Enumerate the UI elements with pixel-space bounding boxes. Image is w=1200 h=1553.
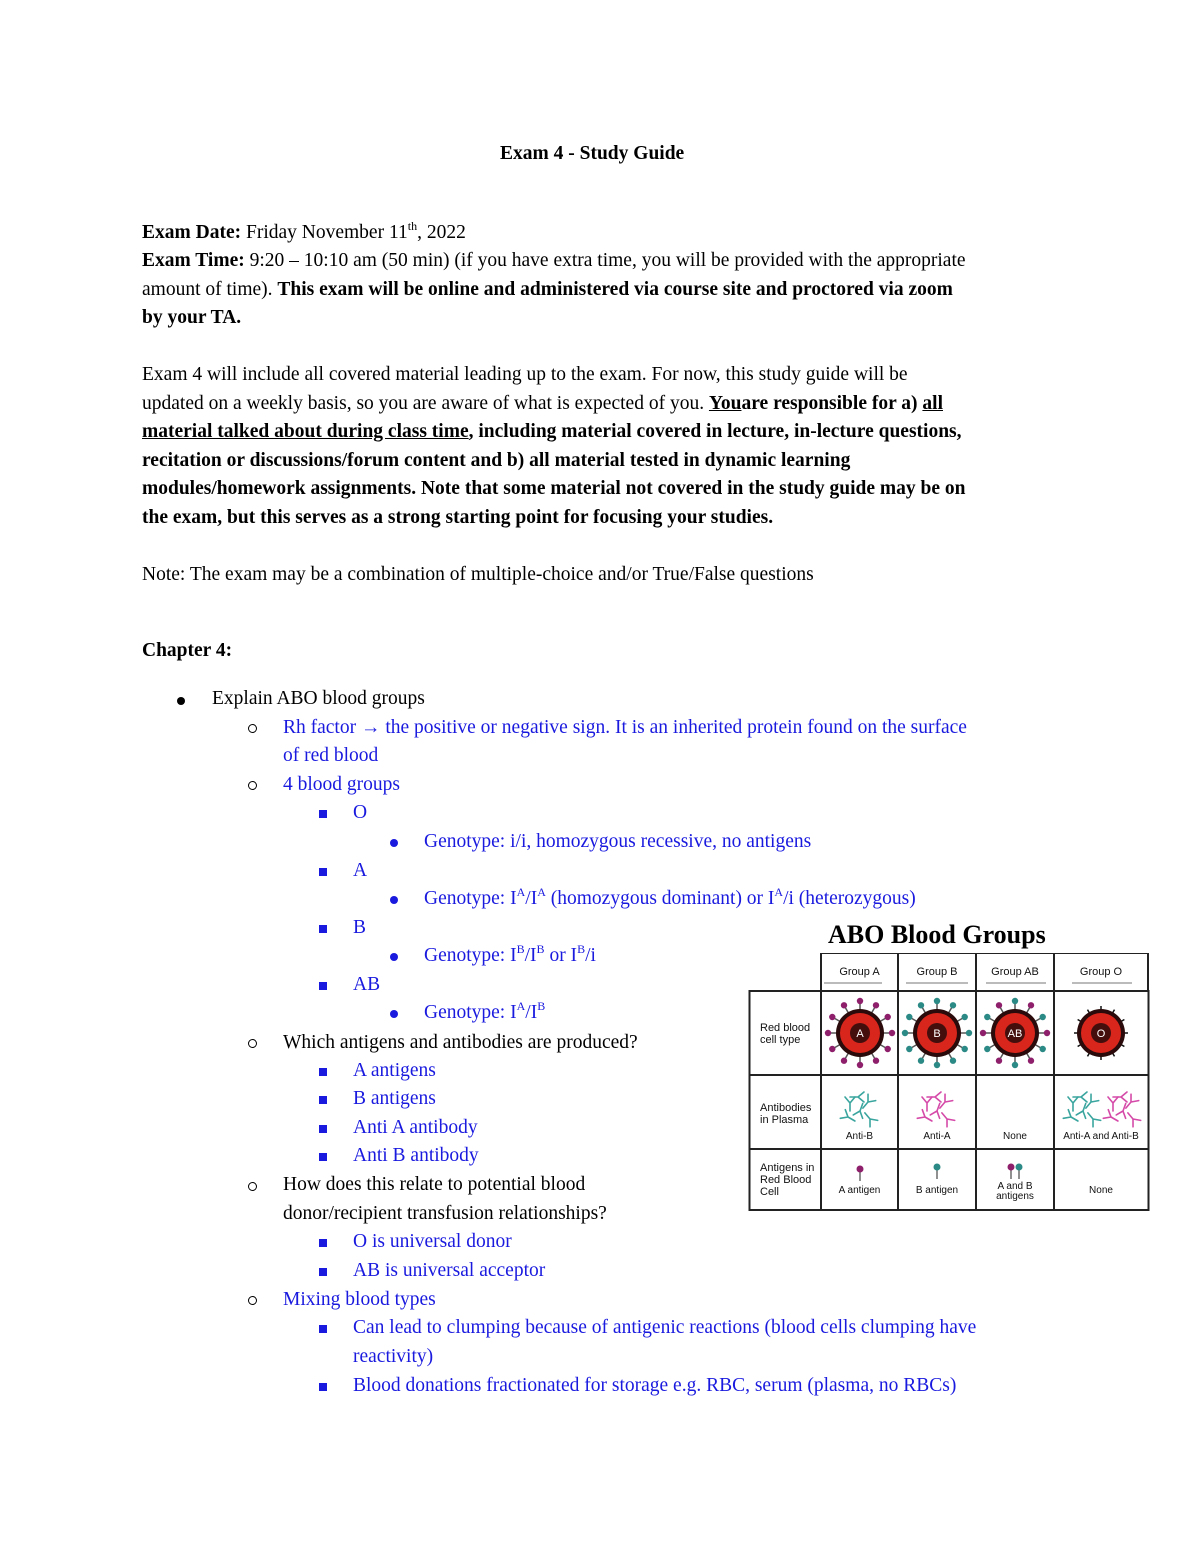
outline-group-o-genotype: Genotype: i/i, homozygous recessive, no antigens xyxy=(424,831,812,852)
bullet-square-icon xyxy=(319,925,327,933)
intro-paragraph-line-5: modules/homework assignments. Note that some material not covered in the study guide may be on xyxy=(142,478,966,499)
bullet-circle-icon xyxy=(248,724,257,733)
antibody-icon xyxy=(861,1110,878,1127)
blood-cell-b-icon xyxy=(902,998,972,1068)
antibody-icon xyxy=(845,1097,855,1111)
outline-relate: How does this relate to potential blood xyxy=(283,1174,586,1195)
exam-time-value-2: amount of time). xyxy=(142,279,273,300)
blood-cell-letter: A xyxy=(856,1028,864,1040)
header-group-o: Group O xyxy=(1079,966,1123,978)
outline-four-groups: 4 blood groups xyxy=(283,774,400,795)
antigen-label-o: None xyxy=(1089,1185,1113,1196)
exam-online-notice: This exam will be online and administered via course site and proctored via zoom xyxy=(277,279,953,300)
outline-mixing: Mixing blood types xyxy=(283,1289,436,1310)
antibody-icon xyxy=(840,1110,857,1126)
outline-anti-b: Anti B antibody xyxy=(353,1145,479,1166)
blood-cell-ab-icon xyxy=(980,998,1050,1068)
antibody-label-b: Anti-A xyxy=(923,1131,951,1142)
outline-o-universal: O is universal donor xyxy=(353,1231,512,1252)
row-label-red-blood-cell: Red blood cell type xyxy=(760,1022,811,1046)
blood-cell-a-icon xyxy=(825,998,895,1068)
outline-group-ab: AB xyxy=(353,974,381,995)
exam-date-year: , 2022 xyxy=(417,222,466,243)
header-group-a: Group A xyxy=(839,966,880,978)
outline-b-antigens: B antigens xyxy=(353,1088,436,1109)
blood-cell-letter: O xyxy=(1096,1028,1106,1040)
antibody-icon xyxy=(1108,1097,1118,1111)
antibody-label-a: Anti-B xyxy=(845,1131,874,1142)
bullet-square-icon xyxy=(319,1383,327,1391)
antibody-icon xyxy=(917,1110,934,1126)
chapter-heading: Chapter 4: xyxy=(142,640,233,661)
antibody-icon xyxy=(1103,1110,1120,1126)
outline-relate-cont: donor/recipient transfusion relationships? xyxy=(283,1203,607,1224)
outline-which-antigens: Which antigens and antibodies are produced? xyxy=(283,1032,638,1053)
bullet-dot-icon xyxy=(390,1010,398,1018)
antibody-icon xyxy=(938,1110,955,1127)
antibody-label-ab: None xyxy=(1003,1131,1027,1142)
intro-paragraph-line-3 xyxy=(142,421,962,443)
intro-responsible: are responsible for a) xyxy=(741,393,918,414)
bullet-square-icon xyxy=(319,1239,327,1247)
bullet-square-icon xyxy=(319,868,327,876)
outline-group-a: A xyxy=(353,860,368,881)
intro-plain: updated on a weekly basis, so you are aware of what is expected of you. xyxy=(142,393,705,414)
outline-ab-universal: AB is universal acceptor xyxy=(353,1260,546,1281)
bullet-square-icon xyxy=(319,1096,327,1104)
antigen-pin-icon xyxy=(1008,1164,1015,1180)
outline-group-a-genotype: Genotype: $I^A/I^A$ (homozygous dominant) or $I^A/i$ (heterozygous) xyxy=(424,885,916,909)
figure-title: ABO Blood Groups xyxy=(828,920,1046,949)
intro-including: , including material covered in lecture, in-lecture questions, xyxy=(468,421,962,442)
outline-anti-a: Anti A antibody xyxy=(353,1117,478,1138)
outline-clumping-cont: reactivity) xyxy=(353,1346,434,1367)
bullet-circle-icon xyxy=(248,1296,257,1305)
outline-group-o: O xyxy=(353,802,368,823)
exam-date-value: Friday November 11 xyxy=(245,222,408,243)
outline-group-b: B xyxy=(353,917,367,938)
intro-class-time: material talked about during class time xyxy=(142,421,469,442)
header-group-ab: Group AB xyxy=(991,966,1039,978)
blood-cell-letter: AB xyxy=(1007,1028,1023,1040)
antigen-label-ab: A and B antigens xyxy=(996,1181,1034,1202)
antigen-pin-icon xyxy=(934,1164,941,1180)
blood-cell-letter: B xyxy=(933,1028,941,1040)
exam-date-suffix: th xyxy=(407,219,418,233)
blood-cell-o-icon xyxy=(1074,1006,1128,1060)
bullet-dot-icon xyxy=(390,839,398,847)
row-label-antibodies: Antibodies in Plasma xyxy=(760,1102,812,1126)
exam-date-line xyxy=(142,219,466,244)
exam-format-note: Note: The exam may be a combination of multiple-choice and/or True/False questions xyxy=(142,564,814,585)
bullet-circle-icon xyxy=(248,781,257,790)
header-group-b: Group B xyxy=(916,966,958,978)
exam-online-notice-2: by your TA. xyxy=(142,307,242,328)
exam-time-value: 9:20 – 10:10 am (50 min) (if you have extra time, you will be provided with the appropriate xyxy=(249,250,966,271)
bullet-dot-icon xyxy=(390,896,398,904)
bullet-square-icon xyxy=(319,1068,327,1076)
intro-all: all xyxy=(922,393,943,414)
exam-time-label: Exam Time: xyxy=(142,250,245,271)
antibody-icon xyxy=(922,1097,932,1111)
intro-paragraph-line-2 xyxy=(142,393,943,415)
antigen-pin-icon xyxy=(1016,1164,1023,1180)
bullet-square-icon xyxy=(319,1268,327,1276)
bullet-square-icon xyxy=(319,1325,327,1333)
outline-donations: Blood donations fractionated for storage e.g. RBC, serum (plasma, no RBCs) xyxy=(353,1375,957,1396)
bullet-dot-icon xyxy=(177,697,185,705)
bullet-dot-icon xyxy=(390,953,398,961)
bullet-square-icon xyxy=(319,982,327,990)
antibody-icon xyxy=(1124,1110,1141,1127)
intro-paragraph-line-4: recitation or discussions/forum content and b) all material tested in dynamic learning xyxy=(142,450,851,471)
page-title: Exam 4 - Study Guide xyxy=(500,143,685,164)
exam-date-label: Exam Date: xyxy=(142,222,242,243)
bullet-square-icon xyxy=(319,1153,327,1161)
outline-abo: Explain ABO blood groups xyxy=(212,688,425,709)
intro-paragraph-line-6: the exam, but this serves as a strong starting point for focusing your studies. xyxy=(142,507,774,528)
outline-rh-factor-cont: of red blood xyxy=(283,745,379,766)
row-label-antigens: Antigens in Red Blood Cell xyxy=(760,1162,815,1198)
antibody-icon xyxy=(1063,1110,1080,1126)
antigen-pin-icon xyxy=(857,1166,864,1182)
intro-paragraph-line-1: Exam 4 will include all covered material leading up to the exam. For now, this study guide will be xyxy=(142,364,908,385)
antibody-icon xyxy=(1084,1110,1101,1127)
outline-group-b-genotype: Genotype: $I^B/I^B$ or $I^B/i$ xyxy=(424,942,596,966)
antigen-label-a: A antigen xyxy=(838,1185,881,1196)
abo-blood-groups-figure xyxy=(748,920,1150,1212)
exam-time-line-2 xyxy=(142,279,953,301)
bullet-square-icon xyxy=(319,810,327,818)
bullet-circle-icon xyxy=(248,1182,257,1191)
outline-clumping: Can lead to clumping because of antigenic reactions (blood cells clumping have xyxy=(353,1317,977,1338)
antigen-label-b: B antigen xyxy=(915,1185,959,1196)
bullet-square-icon xyxy=(319,1125,327,1133)
outline-rh-factor: Rh factor → the positive or negative sign. It is an inherited protein found on the surface xyxy=(283,717,967,738)
exam-time-line xyxy=(142,250,966,272)
antibody-label-o: Anti-A and Anti-B xyxy=(1063,1131,1139,1142)
antibody-icon xyxy=(1068,1097,1078,1111)
bullet-circle-icon xyxy=(248,1039,257,1048)
outline-group-ab-genotype: Genotype: $I^A/I^B$ xyxy=(424,999,546,1023)
outline-a-antigens: A antigens xyxy=(353,1060,436,1081)
intro-you: You xyxy=(708,393,742,414)
